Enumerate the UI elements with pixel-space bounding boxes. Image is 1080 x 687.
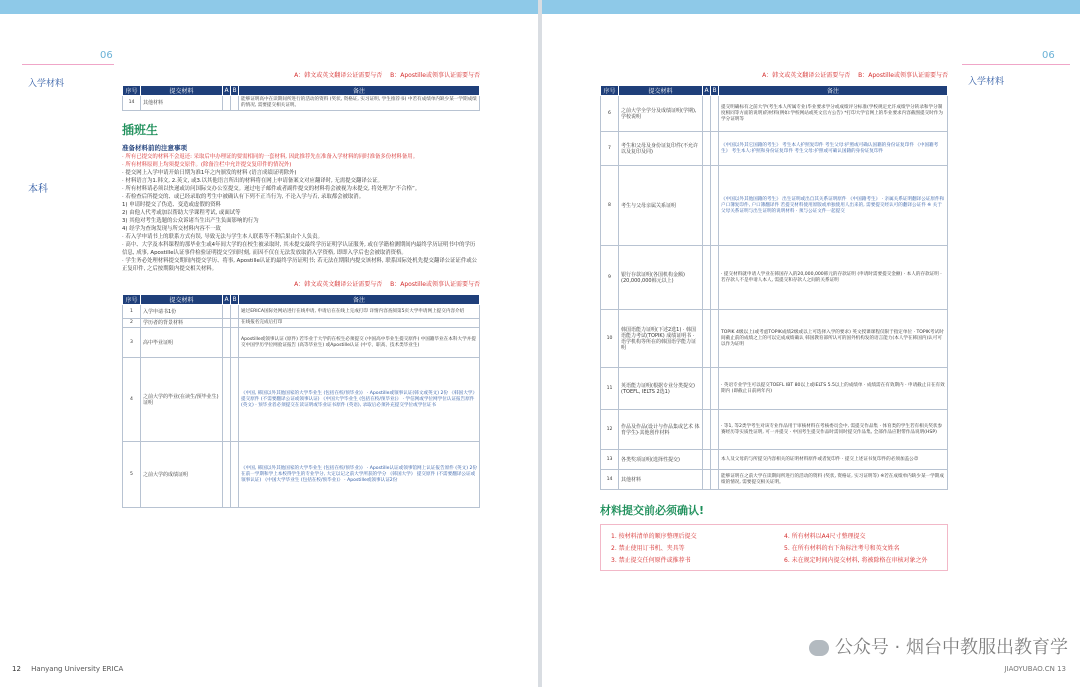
row-note: 通过ERICA国际处网站进行在线申请, 申请后在在线上完成打印 详情内容查阅第5页大学申请网上提交内容介绍 [239,305,480,319]
watermark-text: 公众号 · 烟台中教服出教育学 [834,637,1068,658]
top-table [122,85,480,111]
row-note: TOPIK 4级以上(或考虑TOPIK成绩2级或以上可选择入学的要求) 英文授课课程仅限于指定单位 · TOPIK考试时间截止前的成绩之上的可以完成成绩确认 韩国教育部所认可的国外机构发的语言能力(本人学在韩国内)认可可以作为证明 [719,310,948,368]
th-a: A [704,87,709,94]
row-a [703,132,711,166]
side-label-undergrad: 本科 [28,184,48,195]
row-b [711,470,719,490]
row-no: 2 [123,319,141,328]
row-item: 高中毕业证明 [141,328,223,358]
row-note: 《中国以外其它国籍的考生》 考生本人护照复印件 考生父母:护照或可确认国籍的身份证复印件 《中国籍考生》 考生本人:护照和身份证复印件 考生父母:护照或可确认国籍的身份证复印件 [719,132,948,166]
row-note: Apostille或领事认证 (原件) 若毕业于大学的在校生必须提交 (中国高中毕业生提交原件) 中国籍毕业在本科大学并提交中国学历学位网验证报告 (高等毕业生) 或Apostille认证 (中专、职高、技术类毕业生) [239,328,480,358]
row-item: 入学申请书1份 [141,305,223,319]
left-side-panel [22,14,114,687]
row-no: 4 [123,358,141,442]
legend [122,70,480,79]
table-row [601,96,948,132]
row-a [703,96,711,132]
table-row [123,319,480,328]
row-no: 3 [123,328,141,358]
note-line: · 所有已提交的材料不会返还: 采取后申办理证的要需相同的一套材料, 因此推荐先在准备入学材料的同时准备多份材料备用。 [122,154,419,160]
legend [600,70,948,79]
bottom-table [122,294,480,508]
table-row [123,305,480,319]
legend-2 [122,279,480,288]
row-note: · 等1, 等2类学考生对该专业作品用于审核材料在考核委员会中, 需提交作品集 · 体育类的学生若有相关奖状参赛经历等实质性证明, 可一并提交 · 中国考生提交作品时需同时提交作品集, 全部作品应附带作品说明(HSP) [719,410,948,450]
wechat-icon [809,640,829,656]
th-no: 序号 [601,86,619,96]
row-no: 1 [123,305,141,319]
th-note: 备注 [239,86,480,96]
table-row [601,410,948,450]
top-bar [0,0,538,14]
confirm-item: 6. 未在规定时间内提交材料, 将被除格在审核对象之外 [784,557,928,564]
row-b [231,442,239,508]
row-no: 14 [123,96,141,111]
right-side-panel [962,14,1070,687]
th-b: B [232,296,237,303]
note-line: · 若入学申请书上的联系方式有误, 导致无法与学生本人联系等不利后果由个人负责。 [122,234,323,240]
row-a [703,410,711,450]
page-number: 12 [12,665,21,673]
row-note: 《中国, 韩国以外其他国家的大学毕业生 (包括在校/预毕业)》 · Apostille认证或领事馆网上认证报告原件 (英文) 2份 在前一学期和学上本校得学生的专业学分, 大定以记之前大学所获的学分 《韩国大学》 提交原件 (不需要翻译公证或领事认证) 《中国大学毕业生 (包括在校/预毕业)》 · Apostille或领事认证2份 [239,442,480,508]
right-content [600,70,948,571]
th-note: 备注 [719,86,948,96]
section-title-transfer: 插班生 [122,123,159,137]
note-line: · 学生务必处理材料提交期间内提交学历、将事, Apostille认证的最终学历证明书; 若无法在期限内提交该材料, 联系国际处机先提交翻译公证证件或公正复印件, 之后按期限内提交相关材料。 [122,258,477,272]
table-row [601,166,948,246]
row-no: 9 [601,246,619,310]
left-page [0,0,538,687]
confirm-title: 材料提交前必须确认! [600,504,705,517]
row-note: 《中国以外其他国籍的考生》 出生证明或出自其关系证明原件 《中国籍考生》 · 亲属关系证明翻译公证原件和户口簿复印件, 户口簿翻译件 若提交材料使用原版或单独使用人出来的, 需要提交经认可的翻译公证件 ※ 关于父母关系证明与出生证明的说明材料 · 须与公证文件一起提交 [719,166,948,246]
row-a [703,450,711,470]
legend-b: B：Apostille或领事认证需要与否 [390,281,480,288]
note-line: · 若检查后所提交的、或已经录取的考生中被确认有下列不正当行为, 不论入学与否, 录取都会被取消。 [122,194,365,200]
side-divider [22,64,114,65]
row-no: 7 [601,132,619,166]
row-item: 考生与父母亲属关系证明 [619,166,703,246]
note-line: · 提交网上入学申请开始日期为准1年之内颁发的材料 (语言成绩证明除外) [122,170,297,176]
watermark [809,633,1068,659]
note-line: · 所有材料请必须以快递或访问国际交办公室提交。递过电子邮件或者副件提交的材料将会被视为未提交, 将处理为“不合格”。 [122,186,421,192]
row-b [711,246,719,310]
row-item: 其他材料 [141,96,223,111]
row-a [223,328,231,358]
legend-a: A：韩文或英文翻译公证需要与否 [294,72,383,79]
row-b [231,358,239,442]
row-b [711,166,719,246]
table-row [601,310,948,368]
row-note: 提交明确标有之前大学(考生本人所属专业)毕业要求学分或成绩评分标准(学校规定允许成绩学分转录和学分制度相同等方面的说明)的材料(例如:学校网站或英文官方公告) *打印大学官网上的毕业要求内容截图提交时作为学分证明等 [719,96,948,132]
row-no: 12 [601,410,619,450]
legend-a: A：韩文或英文翻译公证需要与否 [762,72,851,79]
side-label-materials: 入学材料 [968,77,1005,87]
left-footer [12,665,123,673]
row-b [711,96,719,132]
row-item: 作品及作品(设计与作品集或艺术 体育学生)·其他创作材料 [619,410,703,450]
row-item: 考生和父母及身份证复印件(不允许以及复印及同) [619,132,703,166]
legend-a: A：韩文或英文翻译公证需要与否 [294,281,383,288]
table-row [123,96,480,111]
row-a [703,368,711,410]
row-b [231,328,239,358]
row-note: 《中国, 韩国以外其他国家的大学毕业生 (包括在校/预毕业)》 · Apostille或领事认证(韩文或英文) 2份 《韩国大学》 提交原件 (不需要翻译公证或领事认证) 《中国大学毕业生 (包括在校/预毕业)》 · 学信网或学位网学位认证报告原件(英文) · 预毕业者必须提交在读证明或毕业证书原件 (英语), 录取后必须补充提交学位或学位证书 [239,358,480,442]
page-number: 13 [1057,665,1066,673]
th-b: B [712,87,717,94]
notes-block [122,144,480,273]
row-no: 5 [123,442,141,508]
notes-title: 准备材料前的注意事项 [122,144,187,152]
side-label-materials: 入学材料 [28,79,65,89]
row-no: 11 [601,368,619,410]
side-divider [962,64,1070,65]
row-b [711,310,719,368]
watermark-site [1004,665,1066,673]
th-a: A [224,87,229,94]
row-b [711,132,719,166]
th-item: 提交材料 [141,295,223,305]
row-no: 10 [601,310,619,368]
confirm-item: 3. 禁止提交任何原件或推荐书 [611,557,691,564]
row-no: 14 [601,470,619,490]
row-b [231,319,239,328]
row-a [703,166,711,246]
row-a [223,96,231,111]
row-a [703,310,711,368]
row-item: 英语能力证明(根据专业分类提交) (TOEFL, IELTS 2选1) [619,368,703,410]
row-a [703,246,711,310]
confirm-item: 1. 按材料清单的顺序整理后提交 [611,533,697,540]
top-bar [542,0,1080,14]
table-row [601,368,948,410]
row-no: 13 [601,450,619,470]
confirm-item: 5. 在所有材料的右下角标注考号和英文姓名 [784,545,900,552]
table-row [601,132,948,166]
right-table [600,85,948,490]
table-row [123,442,480,508]
row-a [223,442,231,508]
table-row [123,358,480,442]
row-note: 能够证明在之前大学在读期间所进行的活动的资料 (奖状, 资格证, 实习证明等) ※若在成绩单内缺少某一学期成绩的情况, 需要提交相关证明。 [719,470,948,490]
row-b [711,450,719,470]
legend-b: B：Apostille或领事认证需要与否 [858,72,948,79]
row-note: 本人及父母的与所提交内容相关的证明材料原件或者复印件 · 提交上述证书复印件的必须加盖公章 [719,450,948,470]
row-note: 在线报名完成后打印 [239,319,480,328]
note-line: 4) 经学为查询发现与所交材料内容不一致 [122,226,221,232]
row-a [223,305,231,319]
row-a [703,470,711,490]
left-content [122,70,480,508]
th-item: 提交材料 [141,86,223,96]
table-row [123,328,480,358]
row-b [711,410,719,450]
table-row [601,246,948,310]
note-line: · 高中、大学及本科课程的那毕业生或4年间大学的在校生被录取时, 其未提交最终学历证明学认证服务, 或在学籍检测期间内最终学历证明书中的学历信息, 成事, Apostille认证事件检验证明提交空间时刻, 而因不仅在无法发放取消入学资格, 即即入学后也会被取消资格。 [122,242,476,256]
confirm-item: 2. 禁止使用订书机、夹具等 [611,545,685,552]
row-item: 之前大学的毕业(在读生/预毕业生)证明 [141,358,223,442]
confirm-item: 4. 所有材料以A4尺寸整理提交 [784,533,866,540]
side-page-number: 06 [1042,50,1055,61]
row-item: 各类奖项证明(选择性提交) [619,450,703,470]
row-item: 之前大学的成绩证明 [141,442,223,508]
th-b: B [232,87,237,94]
row-item: 其他材料 [619,470,703,490]
watermark-site-text: JIAOYUBAO.CN [1004,665,1055,673]
row-item: 之前大学全学分及成绩证明(学期), 学校说明 [619,96,703,132]
confirm-box [600,524,948,571]
row-note: · 提交材料就申请人学业在韩国存入的20,000,000韩元的存款证明 (申请时需要提交金额) · 本人的存款证明 · 若存款人不是申请人本人, 需提交和存款人之间的关系证明 [719,246,948,310]
row-item: 学历者的背景材料 [141,319,223,328]
note-line: · 所有材料原则上均须提交原件。(除备注栏中允许提交复印件的情况外) [122,162,292,168]
row-note: · 英语专业学生可以提交TOEFL IBT 80以上或IELTS 5.5以上的成绩单 · 成绩需在有效期内 · 申请截止日在有效期内 (即截止日前两年内) [719,368,948,410]
row-b [231,96,239,111]
th-note: 备注 [239,295,480,305]
right-page [542,0,1080,687]
row-no: 6 [601,96,619,132]
note-line: 3) 其他对考生选题的公众诉诸当生出产生负面影响的行为 [122,218,259,224]
row-item: 银行存款证明(各国机构金额) (20,000,000韩元以上) [619,246,703,310]
row-no: 8 [601,166,619,246]
row-a [223,319,231,328]
th-no: 序号 [123,295,141,305]
note-line: 1) 申请时提交了伪造、变造或虚假的资料 [122,202,221,208]
row-item: 韩国语能力证明(下述2选1) · 韩国语能力考试(TOPIK) 成绩证明书 · 语学机构等所在的韩国语学能力证明 [619,310,703,368]
note-line: · 材料语言为1.韩文, 2.英文, 或3.以其他语言所出的材料将在网上申请备案文对应翻译时, 无需提交翻译公证。 [122,178,383,184]
legend-b: B：Apostille或领事认证需要与否 [390,72,480,79]
row-b [711,368,719,410]
table-row [601,470,948,490]
table-row [601,450,948,470]
note-line: 2) 由他人代考或加以帮助大学课程考试, 或面试等 [122,210,241,216]
th-a: A [224,296,229,303]
th-item: 提交材料 [619,86,703,96]
row-note: 能够证明高中在读期间所进行的活动的资料 (奖状, 资格证, 实习证明, 学生推荐书) 中若有成绩单内缺少某一学期成绩的情况, 需要提交相关证明。 [239,96,480,111]
th-no: 序号 [123,86,141,96]
side-page-number: 06 [100,50,113,61]
row-a [223,358,231,442]
footer-university: Hanyang University ERICA [31,665,124,673]
row-b [231,305,239,319]
